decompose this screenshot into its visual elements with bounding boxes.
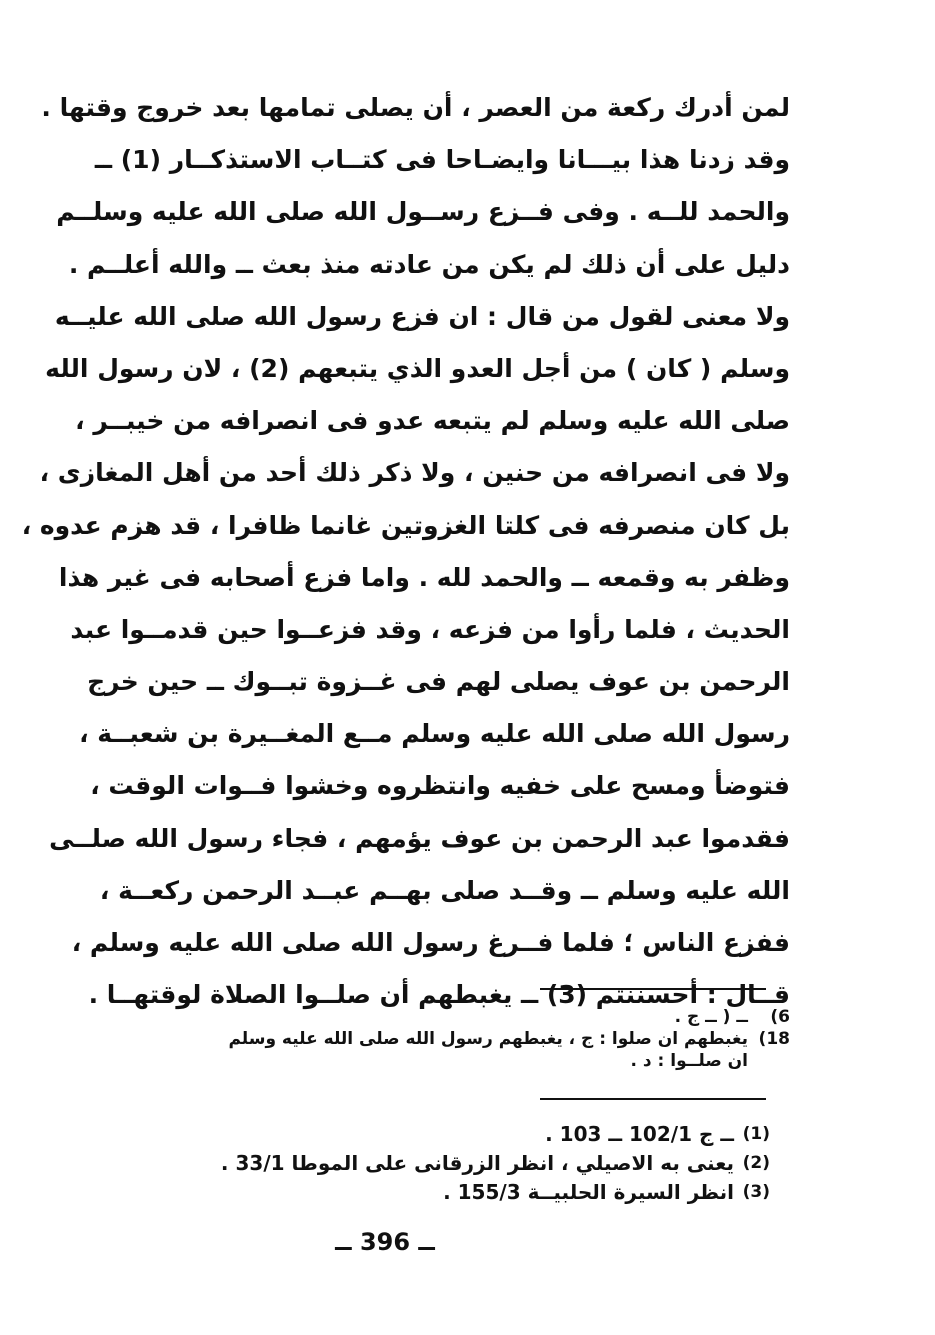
variant-notes (100, 1006, 790, 1072)
variant-note (100, 1028, 790, 1050)
variant-note (100, 1050, 790, 1072)
footnote (100, 1178, 770, 1207)
footnote-text: انظر السيرة الحلبيــة 155/3 . (443, 1180, 734, 1204)
text-line: ولا فى انصرافه من حنين ، ولا ذكر ذلك أحد من أهل المغازى ، (39, 458, 790, 488)
text-line: بل كان منصرفه فى كلتا الغزوتين غانما ظافرا ، قد هزم عدوه ، (21, 510, 790, 540)
footnotes (100, 1120, 770, 1207)
variant-note-ref: 6) (770, 1007, 790, 1027)
footnote-text: ــ ج 102/1 ــ 103 . (545, 1122, 734, 1146)
footnote-divider-top (540, 988, 766, 990)
variant-note-text: يغبطهم ان صلوا : ج ، يغبطهم رسول الله صلى الله عليه وسلم (228, 1029, 748, 1049)
footnote (100, 1149, 770, 1178)
text-line: صلى الله عليه وسلم لم يتبعه عدو فى انصرافه من خيبــر ، (75, 406, 790, 436)
variant-note-ref: 18) (758, 1029, 790, 1049)
footnote-ref: (2) (742, 1153, 770, 1173)
text-line: وظفر به وقمعه ــ والحمد لله . واما فزع أصحابه فى غير هذا (58, 562, 790, 592)
text-line: فقدموا عبد الرحمن بن عوف يؤمهم ، فجاء رسول الله صلــى (49, 823, 790, 853)
text-line: دليل على أن ذلك لم يكن من عادته منذ بعث ــ والله أعلــم . (68, 249, 790, 279)
footnote-divider-bottom (540, 1098, 766, 1100)
text-line: وسلم ( كان ) من أجل العدو الذي يتبعهم (2) ، لان رسول الله (45, 353, 790, 383)
text-line: فتوضأ ومسح على خفيه وانتظروه وخشوا فــوات الوقت ، (90, 771, 790, 801)
text-line: الرحمن بن عوف يصلى لهم فى غــزوة تبــوك ــ حين خرج (87, 667, 790, 697)
variant-note (100, 1006, 790, 1028)
text-line: رسول الله صلى الله عليه وسلم مــع المغــيرة بن شعبــة ، (79, 719, 790, 749)
footnote-ref: (1) (742, 1124, 770, 1144)
text-line: ولا معنى لقول من قال : ان فزع رسول الله صلى الله عليــه (54, 301, 790, 331)
variant-note-text: ــ ( ــ ج . (674, 1007, 748, 1027)
text-line: والحمد للــه . وفى فــزع رســول الله صلى الله عليه وسلــم (56, 197, 790, 227)
variant-note-text: ان صلــوا : د . (630, 1051, 748, 1071)
text-line: الحديث ، فلما رأوا من فزعه ، وقد فزعــوا حين قدمــوا عبد (70, 614, 790, 644)
text-line: ففزع الناس ؛ فلما فــرغ رسول الله صلى الله عليه وسلم ، (71, 928, 790, 957)
footnote-text: يعنى به الاصيلي ، انظر الزرقانى على الموطا 33/1 . (220, 1151, 734, 1175)
main-text-body (21, 82, 790, 1021)
text-line: قــال : أحسننتم (3) ــ يغبطهم أن صلــوا الصلاة لوقتهــا . (88, 980, 790, 1010)
page-number: ــ 396 ــ (335, 1228, 435, 1256)
footnote-ref: (3) (742, 1182, 770, 1202)
text-line: وقد زدنا هذا بيـــانا وايضـاحا فى كتــاب الاستذكــار (1) ــ (94, 145, 790, 175)
text-line: لمن أدرك ركعة من العصر ، أن يصلى تمامها بعد خروج وقتها . (41, 93, 790, 122)
footnote (100, 1120, 770, 1149)
text-line: الله عليه وسلم ــ وقــد صلى بهــم عبــد الرحمن ركعــة ، (99, 875, 790, 905)
